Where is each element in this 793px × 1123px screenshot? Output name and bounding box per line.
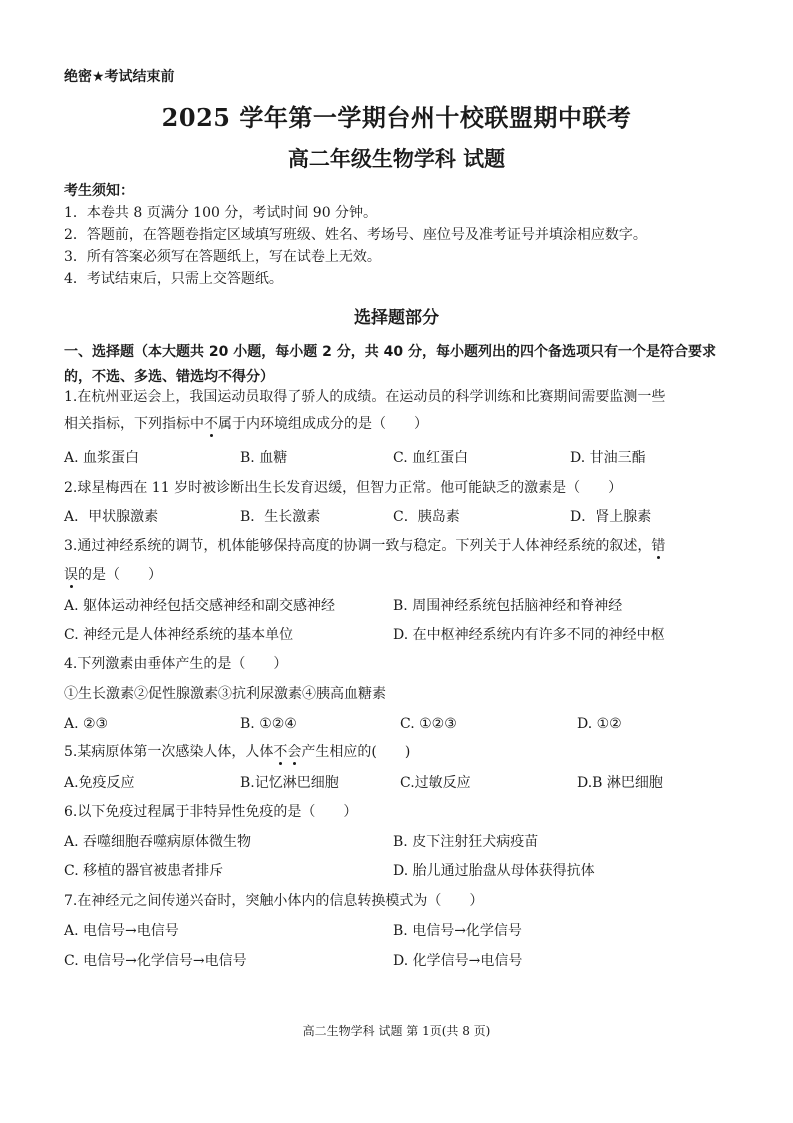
question-6-option-d: D. 胎儿通过胎盘从母体获得抗体 — [393, 863, 595, 879]
page-footer: 高二生物学科 试题 第 1页(共 8 页) — [302, 1024, 491, 1038]
question-4-list: ①生长激素②促性腺激素③抗利尿激素④胰高血糖素 — [64, 686, 386, 702]
question-1-option-b: B. 血糖 — [240, 450, 288, 466]
notice-heading: 考生须知： — [64, 183, 134, 199]
question-text: 属于 — [218, 416, 246, 432]
question-2-option-b: B．生长激素 — [240, 509, 321, 525]
question-1-stem: 1.在杭州亚运会上，我国运动员取得了骄人的成绩。在运动员的科学训练和比赛期间需要监测一些 — [64, 389, 666, 405]
confidential-label: 绝密★考试结束前 — [64, 69, 175, 85]
question-3-option-a: A. 躯体运动神经包括交感神经和副交感神经 — [64, 598, 336, 614]
question-2-stem: 2.球星梅西在 11 岁时被诊断出生长发育迟缓，但智力正常。他可能缺乏的激素是（ ） — [64, 480, 623, 496]
question-4-stem: 4.下列激素由垂体产生的是（ ） — [64, 656, 288, 672]
question-4-option-b: B. ①②④ — [240, 716, 297, 732]
question-4-option-d: D. ①② — [577, 716, 622, 732]
exam-subtitle: 高二年级生物学科 试题 — [287, 146, 506, 171]
question-text: 内环境组成成分的是（ ） — [246, 416, 428, 432]
question-6-option-b: B. 皮下注射狂犬病疫苗 — [393, 834, 539, 850]
question-2-option-d: D．肾上腺素 — [570, 509, 652, 525]
emphasis-mark: 不 — [204, 416, 218, 432]
question-4-option-a: A. ②③ — [64, 716, 109, 732]
question-6-stem: 6.以下免疫过程属于非特异性免疫的是（ ） — [64, 804, 358, 820]
question-6-option-c: C. 移植的器官被患者排斥 — [64, 863, 224, 879]
exam-title: 2025 学年第一学期台州十校联盟期中联考 — [161, 103, 632, 132]
question-1-stem-cont — [64, 413, 732, 435]
notice-list — [64, 202, 744, 290]
question-7-option-c: C. 电信号→化学信号→电信号 — [64, 953, 247, 969]
question-5-option-d: D.B 淋巴细胞 — [577, 775, 663, 791]
question-7-option-d: D. 化学信号→电信号 — [393, 953, 523, 969]
notice-item: 1．本卷共 8 页满分 100 分，考试时间 90 分钟。 — [64, 205, 378, 221]
emphasis-mark: 会 — [287, 744, 302, 760]
section-title: 选择题部分 — [354, 308, 439, 328]
question-3-option-d: D. 在中枢神经系统内有许多不同的神经中枢 — [393, 627, 665, 643]
question-3-option-c: C. 神经元是人体神经系统的基本单位 — [64, 627, 294, 643]
question-2-option-c: C．胰岛素 — [393, 509, 460, 525]
question-3-stem — [64, 535, 732, 557]
question-3-stem-cont — [64, 564, 732, 586]
question-text: 3.通过神经系统的调节，机体能够保持高度的协调一致与稳定。下列关于人体神经系统的叙述， — [64, 538, 652, 554]
notice-item: 3．所有答案必须写在答题纸上，写在试卷上无效。 — [64, 249, 381, 265]
question-text: 相关指标，下列指标中 — [64, 416, 204, 432]
question-2-option-a: A．甲状腺激素 — [64, 509, 159, 525]
question-text: 5.某病原体第一次感染人体，人体 — [64, 744, 274, 760]
emphasis-mark: 错 — [651, 538, 666, 554]
part-heading: 一、选择题（本大题共 20 小题，每小题 2 分，共 40 分，每小题列出的四个备选项只有一个是符合要求的，不选、多选、错选均不得分） — [64, 344, 716, 385]
question-7-option-b: B. 电信号→化学信号 — [393, 923, 522, 939]
question-1-option-c: C. 血红蛋白 — [393, 450, 469, 466]
question-5-option-a: A.免疫反应 — [64, 775, 135, 791]
question-1-option-a: A. 血浆蛋白 — [64, 450, 140, 466]
emphasis-mark: 不 — [273, 744, 288, 760]
emphasis-mark: 误 — [64, 567, 78, 583]
question-7-option-a: A. 电信号→电信号 — [64, 923, 179, 939]
notice-item: 2．答题前，在答题卷指定区域填写班级、姓名、考场号、座位号及准考证号并填涂相应数字。 — [64, 227, 647, 243]
notice-item: 4．考试结束后，只需上交答题纸。 — [64, 271, 283, 287]
question-5-option-c: C.过敏反应 — [400, 775, 471, 791]
question-text: 产生相应的( ) — [301, 744, 411, 760]
question-4-option-c: C. ①②③ — [400, 716, 457, 732]
question-1-option-d: D. 甘油三酯 — [570, 450, 646, 466]
question-5-stem — [64, 741, 732, 763]
question-text: 的是（ ） — [78, 567, 162, 583]
question-7-stem: 7.在神经元之间传递兴奋时，突触小体内的信息转换模式为（ ） — [64, 893, 484, 909]
question-5-option-b: B.记忆淋巴细胞 — [240, 775, 339, 791]
question-3-option-b: B. 周围神经系统包括脑神经和脊神经 — [393, 598, 623, 614]
question-6-option-a: A. 吞噬细胞吞噬病原体微生物 — [64, 834, 252, 850]
